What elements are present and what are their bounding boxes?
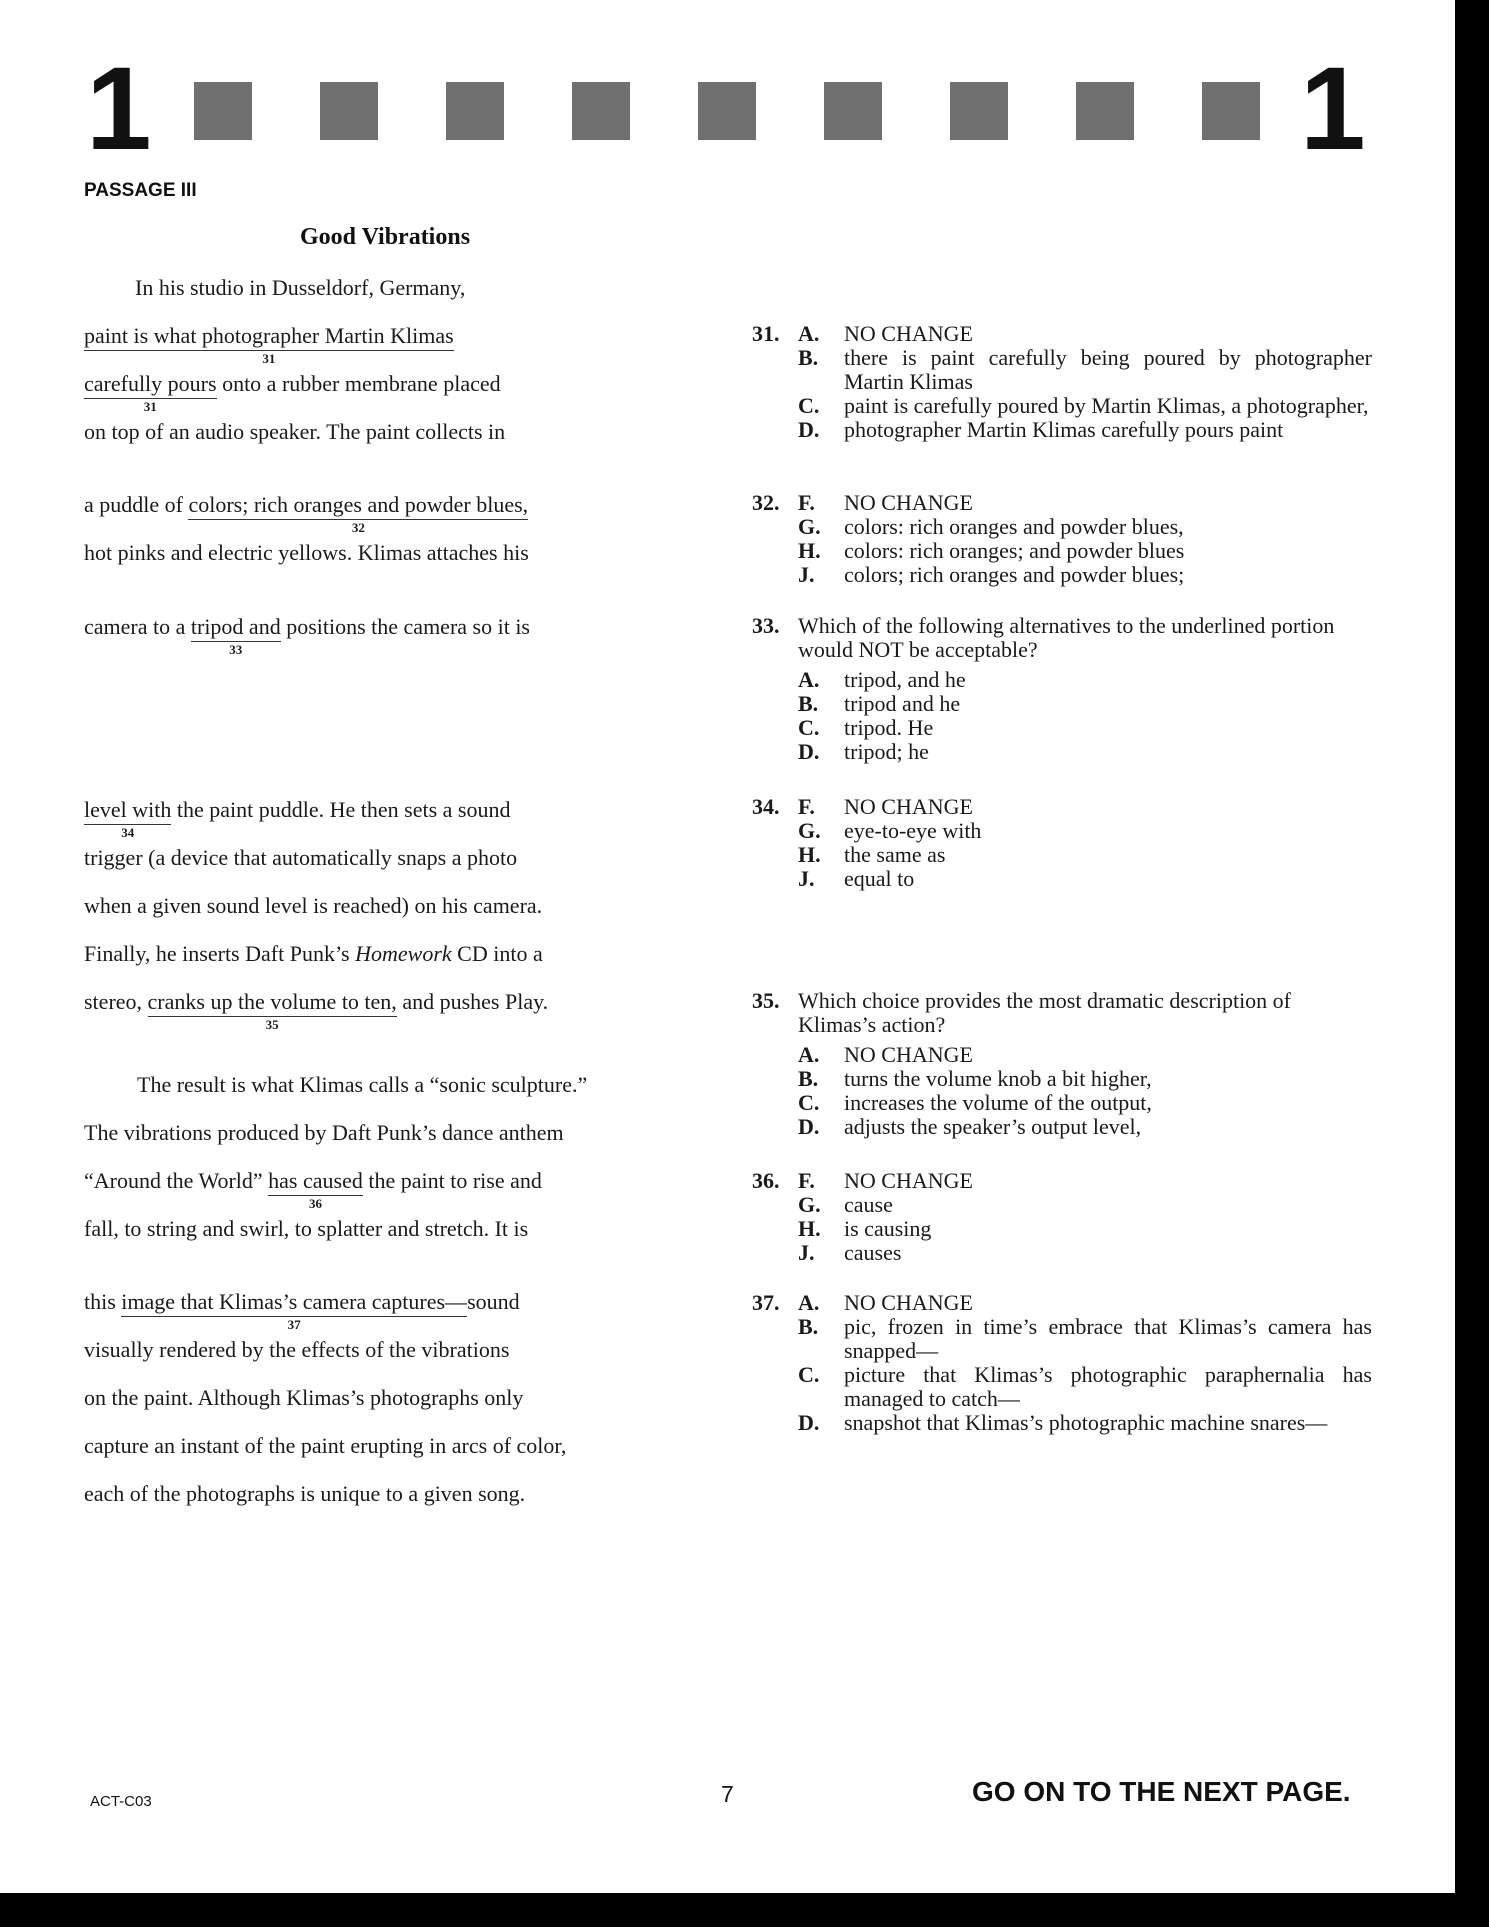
section-number-left: 1	[86, 43, 148, 175]
passage-line	[84, 1120, 564, 1146]
header-square	[1202, 82, 1260, 140]
option-letter: D.	[798, 1114, 820, 1139]
underlined-text: paint is what photographer Martin Klimas	[84, 323, 454, 348]
option-text: the same as	[844, 842, 946, 867]
passage-text-segment: The result is what Klimas calls a “sonic sculpture.”	[137, 1072, 588, 1097]
answer-option[interactable]	[752, 1411, 1372, 1435]
answer-option[interactable]	[752, 1315, 1372, 1363]
option-letter: B.	[798, 345, 819, 370]
option-text: paint is carefully poured by Martin Klimas, a photographer,	[844, 393, 1369, 418]
question-marker: 35	[265, 1017, 279, 1032]
question-stem	[752, 614, 1372, 662]
passage-line	[84, 540, 529, 566]
question-34	[752, 795, 1372, 891]
underlined-portion	[121, 1289, 468, 1332]
answer-option[interactable]	[752, 394, 1372, 418]
option-text: NO CHANGE	[844, 794, 973, 819]
question-number: 32.	[752, 490, 780, 515]
option-text: tripod. He	[844, 715, 934, 740]
passage-line	[84, 323, 454, 366]
option-text: is causing	[844, 1216, 932, 1241]
option-text: adjusts the speaker’s output level,	[844, 1114, 1142, 1139]
option-text: tripod, and he	[844, 667, 966, 692]
option-letter: C.	[798, 393, 820, 418]
passage-line	[84, 371, 501, 414]
option-text: equal to	[844, 866, 915, 891]
option-text: there is paint carefully being poured by photographer Martin Klimas	[844, 345, 1372, 394]
option-text: NO CHANGE	[844, 1290, 973, 1315]
underlined-text: carefully pours	[84, 371, 217, 396]
passage-line	[84, 989, 549, 1032]
question-stem-text: Which of the following alternatives to the underlined portion would NOT be acceptable?	[798, 613, 1335, 662]
header-square	[572, 82, 630, 140]
option-letter: D.	[798, 1410, 820, 1435]
passage-text-segment: fall, to string and swirl, to splatter and stretch. It is	[84, 1216, 529, 1241]
underlined-portion	[84, 371, 217, 414]
option-letter: D.	[798, 417, 820, 442]
passage-text-segment: positions the camera so it is	[280, 614, 530, 639]
option-letter: C.	[798, 715, 820, 740]
answer-option[interactable]	[752, 322, 1372, 346]
answer-option[interactable]	[752, 1169, 1372, 1193]
header-square	[194, 82, 252, 140]
option-text: pic, frozen in time’s embrace that Klimas’s camera has snapped—	[844, 1314, 1372, 1363]
answer-option[interactable]	[752, 740, 1372, 764]
answer-option[interactable]	[752, 819, 1372, 843]
passage-text-segment: each of the photographs is unique to a given song.	[84, 1481, 526, 1506]
question-marker: 34	[121, 825, 135, 840]
option-letter: A.	[798, 321, 820, 346]
answer-option[interactable]	[752, 1043, 1372, 1067]
option-letter: J.	[798, 562, 815, 587]
underlined-text: level with	[84, 797, 172, 822]
option-text: colors; rich oranges and powder blues;	[844, 562, 1185, 587]
option-letter: H.	[798, 538, 821, 563]
option-text: NO CHANGE	[844, 1168, 973, 1193]
option-text: eye-to-eye with	[844, 818, 982, 843]
passage-line	[84, 1481, 525, 1507]
passage-text-segment: this	[84, 1289, 122, 1314]
header-square	[698, 82, 756, 140]
passage-text-segment: “Around the World”	[84, 1168, 269, 1193]
option-text: NO CHANGE	[844, 490, 973, 515]
question-stem-text: Which choice provides the most dramatic description of Klimas’s action?	[798, 988, 1292, 1037]
option-text: causes	[844, 1240, 902, 1265]
passage-text-segment: stereo,	[84, 989, 148, 1014]
option-letter: B.	[798, 1314, 819, 1339]
passage-line	[84, 1385, 523, 1411]
passage-line	[84, 893, 542, 919]
passage-text-segment: CD into a	[451, 941, 543, 966]
passage-line	[84, 1216, 528, 1242]
passage-line	[84, 1168, 542, 1211]
answer-option[interactable]	[752, 867, 1372, 891]
passage-text-segment: the paint puddle. He then sets a sound	[171, 797, 511, 822]
option-letter: A.	[798, 1042, 820, 1067]
question-marker: 31	[262, 351, 276, 366]
passage-text-segment: a puddle of	[84, 492, 189, 517]
option-letter: F.	[798, 794, 815, 819]
answer-option[interactable]	[752, 1091, 1372, 1115]
option-letter: G.	[798, 514, 821, 539]
passage-line	[84, 1072, 587, 1098]
answer-option[interactable]	[752, 795, 1372, 819]
option-letter: H.	[798, 1216, 821, 1241]
underlined-text: cranks up the volume to ten,	[147, 989, 397, 1014]
option-letter: G.	[798, 818, 821, 843]
answer-option[interactable]	[752, 668, 1372, 692]
answer-option[interactable]	[752, 1363, 1372, 1411]
question-number: 36.	[752, 1168, 780, 1193]
answer-option[interactable]	[752, 1217, 1372, 1241]
question-marker: 33	[229, 642, 243, 657]
option-text: NO CHANGE	[844, 321, 973, 346]
question-36	[752, 1169, 1372, 1265]
answer-option[interactable]	[752, 346, 1372, 394]
option-letter: A.	[798, 1290, 820, 1315]
answer-option[interactable]	[752, 563, 1372, 587]
option-text: tripod and he	[844, 691, 961, 716]
answer-option[interactable]	[752, 515, 1372, 539]
question-35	[752, 989, 1372, 1139]
answer-option[interactable]	[752, 539, 1372, 563]
passage-text-segment: sound	[467, 1289, 520, 1314]
option-letter: B.	[798, 691, 819, 716]
underlined-text: image that Klimas’s camera captures—	[121, 1289, 468, 1314]
answer-option[interactable]	[752, 1291, 1372, 1315]
option-text: cause	[844, 1192, 893, 1217]
form-code: ACT-C03	[90, 1793, 152, 1810]
underlined-portion	[190, 614, 281, 657]
passage-text-segment: when a given sound level is reached) on his camera.	[84, 893, 543, 918]
passage-text-segment: camera to a	[84, 614, 191, 639]
answer-option[interactable]	[752, 1193, 1372, 1217]
option-letter: J.	[798, 1240, 815, 1265]
question-33	[752, 614, 1372, 764]
passage-line	[84, 614, 530, 657]
question-number: 34.	[752, 794, 780, 819]
option-letter: H.	[798, 842, 821, 867]
passage-text-segment: on the paint. Although Klimas’s photographs only	[84, 1385, 524, 1410]
question-marker: 37	[287, 1317, 301, 1332]
section-number-right: 1	[1300, 43, 1362, 175]
passage-text-segment: Finally, he inserts Daft Punk’s	[84, 941, 356, 966]
passage-text-segment: hot pinks and electric yellows. Klimas attaches his	[84, 540, 529, 565]
option-letter: J.	[798, 866, 815, 891]
question-stem	[752, 989, 1372, 1037]
answer-option[interactable]	[752, 716, 1372, 740]
option-text: increases the volume of the output,	[844, 1090, 1152, 1115]
question-32	[752, 491, 1372, 587]
option-letter: C.	[798, 1362, 820, 1387]
underlined-text: colors; rich oranges and powder blues,	[188, 492, 529, 517]
question-number: 37.	[752, 1290, 780, 1315]
option-text: NO CHANGE	[844, 1042, 973, 1067]
answer-option[interactable]	[752, 843, 1372, 867]
passage-text-segment: on top of an audio speaker. The paint collects in	[84, 419, 506, 444]
answer-option[interactable]	[752, 491, 1372, 515]
option-letter: C.	[798, 1090, 820, 1115]
passage-line	[84, 941, 543, 967]
question-marker: 36	[309, 1196, 323, 1211]
passage-text-segment: onto a rubber membrane placed	[216, 371, 501, 396]
header-square	[950, 82, 1008, 140]
passage-text-segment: In his studio in Dusseldorf, Germany,	[135, 275, 466, 300]
passage-text-segment: trigger (a device that automatically snaps a photo	[84, 845, 518, 870]
option-text: colors: rich oranges; and powder blues	[844, 538, 1185, 563]
underlined-portion	[84, 797, 172, 840]
passage-line	[84, 1289, 520, 1332]
passage-text-segment: The vibrations produced by Daft Punk’s dance anthem	[84, 1120, 564, 1145]
option-letter: G.	[798, 1192, 821, 1217]
page-number: 7	[721, 1781, 734, 1807]
passage-line	[84, 1433, 566, 1459]
option-text: turns the volume knob a bit higher,	[844, 1066, 1152, 1091]
question-number: 35.	[752, 988, 780, 1013]
underlined-text: tripod and	[190, 614, 281, 639]
header-square	[320, 82, 378, 140]
passage-line	[84, 1337, 509, 1363]
header-square	[446, 82, 504, 140]
question-37	[752, 1291, 1372, 1435]
answer-option[interactable]	[752, 418, 1372, 442]
option-text: snapshot that Klimas’s photographic machine snares—	[844, 1410, 1328, 1435]
answer-option[interactable]	[752, 1115, 1372, 1139]
underlined-portion	[188, 492, 529, 535]
passage-text-segment: the paint to rise and	[362, 1168, 542, 1193]
answer-option[interactable]	[752, 1067, 1372, 1091]
option-letter: B.	[798, 1066, 819, 1091]
passage-line	[84, 275, 465, 301]
header-square	[1076, 82, 1134, 140]
option-text: colors: rich oranges and powder blues,	[844, 514, 1184, 539]
underlined-portion	[84, 323, 454, 366]
passage-line	[84, 419, 505, 445]
question-marker: 31	[143, 399, 157, 414]
option-letter: F.	[798, 1168, 815, 1193]
passage-text-segment: capture an instant of the paint erupting in arcs of color,	[84, 1433, 567, 1458]
header-square	[824, 82, 882, 140]
question-marker: 32	[351, 520, 365, 535]
passage-line	[84, 797, 511, 840]
answer-option[interactable]	[752, 1241, 1372, 1265]
question-number: 31.	[752, 321, 780, 346]
question-number: 33.	[752, 613, 780, 638]
underlined-text: has caused	[268, 1168, 363, 1193]
answer-option[interactable]	[752, 692, 1372, 716]
passage-text-segment: visually rendered by the effects of the vibrations	[84, 1337, 510, 1362]
option-letter: F.	[798, 490, 815, 515]
underlined-portion	[147, 989, 397, 1032]
underlined-portion	[268, 1168, 363, 1211]
option-letter: D.	[798, 739, 820, 764]
option-letter: A.	[798, 667, 820, 692]
question-31	[752, 322, 1372, 442]
passage-text-segment: and pushes Play.	[396, 989, 549, 1014]
passage-label: PASSAGE III	[84, 180, 197, 201]
option-text: picture that Klimas’s photographic paraphernalia has managed to catch—	[844, 1362, 1372, 1411]
passage-line	[84, 492, 529, 535]
next-page-notice: GO ON TO THE NEXT PAGE.	[972, 1776, 1351, 1807]
album-title: Homework	[355, 941, 452, 966]
passage-line	[84, 845, 517, 871]
option-text: photographer Martin Klimas carefully pours paint	[844, 417, 1284, 442]
scan-border	[1455, 0, 1489, 1893]
option-text: tripod; he	[844, 739, 929, 764]
passage-title: Good Vibrations	[300, 224, 471, 250]
